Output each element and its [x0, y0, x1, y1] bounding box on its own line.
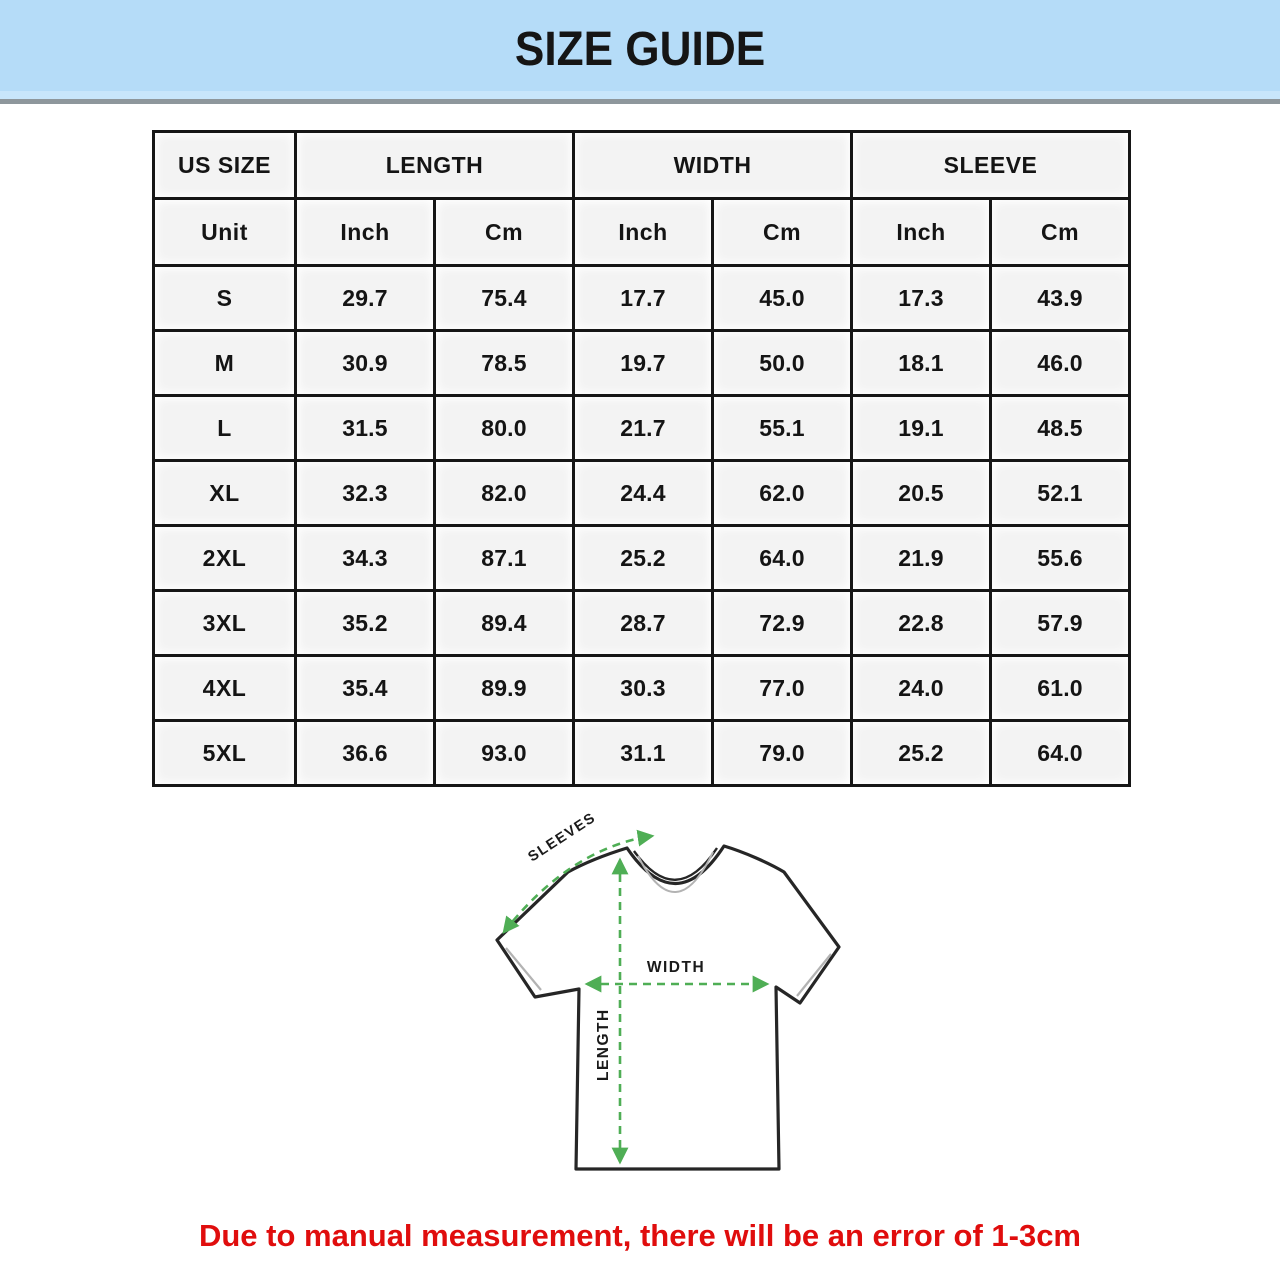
value-cell: 64.0: [713, 526, 852, 591]
size-cell: L: [154, 396, 296, 461]
size-cell: S: [154, 266, 296, 331]
value-cell: 48.5: [991, 396, 1130, 461]
table-row: [154, 526, 1130, 591]
unit-cell: Inch: [296, 199, 435, 266]
value-cell: 79.0: [713, 721, 852, 786]
value-cell: 17.7: [574, 266, 713, 331]
table-unit-row: [154, 199, 1130, 266]
value-cell: 46.0: [991, 331, 1130, 396]
value-cell: 57.9: [991, 591, 1130, 656]
value-cell: 55.6: [991, 526, 1130, 591]
value-cell: 87.1: [435, 526, 574, 591]
unit-cell: Inch: [574, 199, 713, 266]
size-cell: 5XL: [154, 721, 296, 786]
value-cell: 43.9: [991, 266, 1130, 331]
value-cell: 21.7: [574, 396, 713, 461]
unit-cell: Cm: [991, 199, 1130, 266]
unit-cell: Unit: [154, 199, 296, 266]
size-cell: 3XL: [154, 591, 296, 656]
value-cell: 22.8: [852, 591, 991, 656]
size-cell: 4XL: [154, 656, 296, 721]
value-cell: 19.1: [852, 396, 991, 461]
table-row: [154, 331, 1130, 396]
value-cell: 32.3: [296, 461, 435, 526]
value-cell: 89.9: [435, 656, 574, 721]
value-cell: 36.6: [296, 721, 435, 786]
value-cell: 77.0: [713, 656, 852, 721]
col-header-width: WIDTH: [574, 132, 852, 199]
value-cell: 19.7: [574, 331, 713, 396]
value-cell: 45.0: [713, 266, 852, 331]
value-cell: 93.0: [435, 721, 574, 786]
value-cell: 30.3: [574, 656, 713, 721]
table-row: [154, 721, 1130, 786]
value-cell: 78.5: [435, 331, 574, 396]
size-cell: M: [154, 331, 296, 396]
value-cell: 25.2: [574, 526, 713, 591]
table-row: [154, 266, 1130, 331]
table-row: [154, 396, 1130, 461]
value-cell: 61.0: [991, 656, 1130, 721]
header-banner: [0, 0, 1280, 104]
table-group-header-row: [154, 132, 1130, 199]
value-cell: 55.1: [713, 396, 852, 461]
col-header-sleeve: SLEEVE: [852, 132, 1130, 199]
value-cell: 28.7: [574, 591, 713, 656]
table-row: [154, 656, 1130, 721]
value-cell: 31.5: [296, 396, 435, 461]
tshirt-outline-icon: [497, 846, 839, 1169]
unit-cell: Inch: [852, 199, 991, 266]
measurement-disclaimer: Due to manual measurement, there will be an error of 1-3cm: [198, 1218, 1082, 1253]
col-header-length: LENGTH: [296, 132, 574, 199]
value-cell: 62.0: [713, 461, 852, 526]
value-cell: 72.9: [713, 591, 852, 656]
size-cell: XL: [154, 461, 296, 526]
value-cell: 75.4: [435, 266, 574, 331]
sleeves-label: SLEEVES: [525, 809, 600, 866]
value-cell: 35.2: [296, 591, 435, 656]
value-cell: 64.0: [991, 721, 1130, 786]
value-cell: 24.0: [852, 656, 991, 721]
table-row: [154, 591, 1130, 656]
value-cell: 82.0: [435, 461, 574, 526]
value-cell: 17.3: [852, 266, 991, 331]
page-title: SIZE GUIDE: [514, 23, 766, 76]
value-cell: 31.1: [574, 721, 713, 786]
value-cell: 29.7: [296, 266, 435, 331]
unit-cell: Cm: [435, 199, 574, 266]
value-cell: 25.2: [852, 721, 991, 786]
value-cell: 18.1: [852, 331, 991, 396]
col-header-us-size: US SIZE: [154, 132, 296, 199]
size-table: [152, 130, 1131, 787]
value-cell: 89.4: [435, 591, 574, 656]
tshirt-diagram: [448, 798, 948, 1218]
table-row: [154, 461, 1130, 526]
value-cell: 20.5: [852, 461, 991, 526]
value-cell: 24.4: [574, 461, 713, 526]
value-cell: 50.0: [713, 331, 852, 396]
size-cell: 2XL: [154, 526, 296, 591]
length-label: LENGTH: [595, 1008, 612, 1081]
width-label: WIDTH: [646, 959, 706, 976]
value-cell: 30.9: [296, 331, 435, 396]
value-cell: 80.0: [435, 396, 574, 461]
value-cell: 52.1: [991, 461, 1130, 526]
value-cell: 21.9: [852, 526, 991, 591]
value-cell: 34.3: [296, 526, 435, 591]
unit-cell: Cm: [713, 199, 852, 266]
value-cell: 35.4: [296, 656, 435, 721]
